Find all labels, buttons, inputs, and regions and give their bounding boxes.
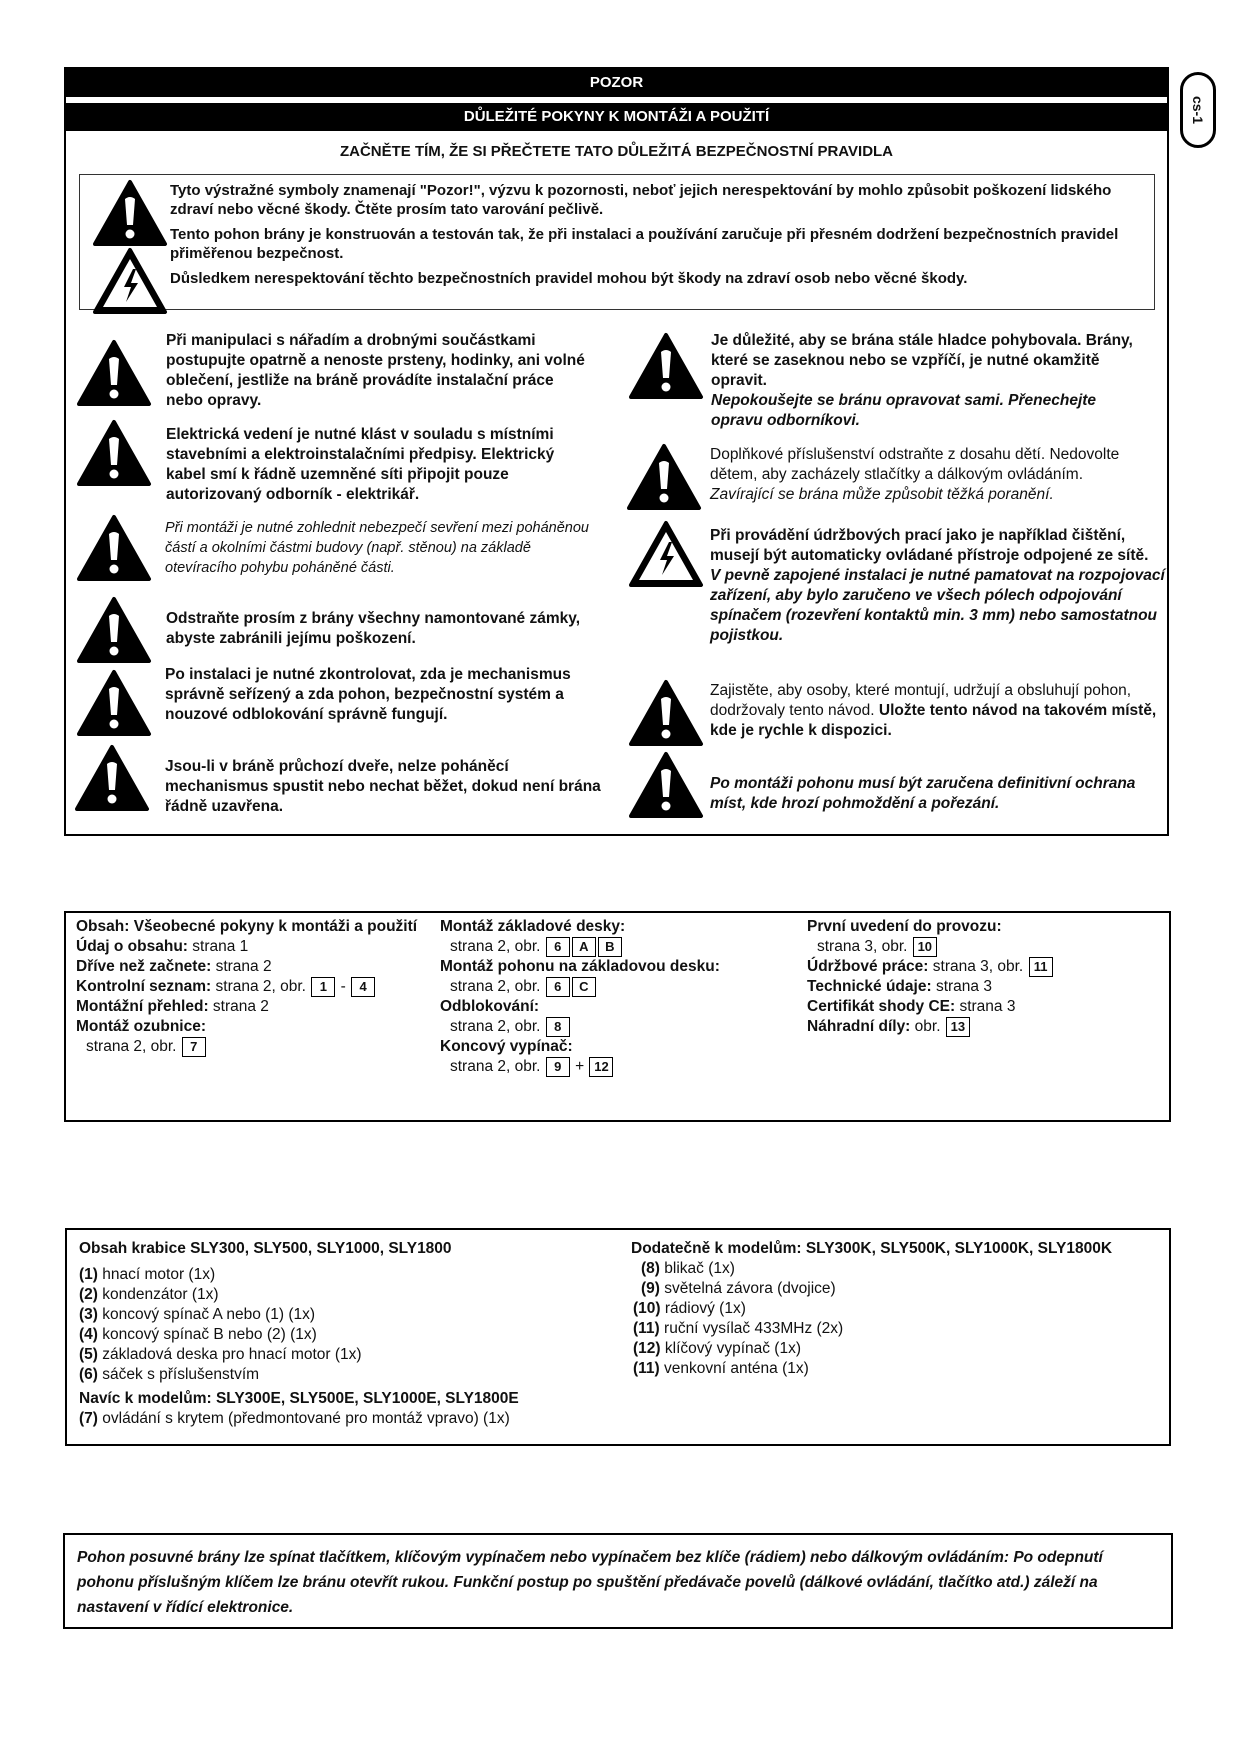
item-number: (11) bbox=[633, 1320, 660, 1337]
intro-box bbox=[79, 174, 1155, 310]
row-value: strana 3 bbox=[959, 998, 1016, 1016]
warning-icon bbox=[74, 744, 150, 812]
figure-number: B bbox=[598, 937, 622, 957]
box-contents bbox=[65, 1228, 1171, 1446]
warning-icon bbox=[76, 596, 152, 664]
contents-row bbox=[807, 997, 1147, 1017]
row-value: strana 3, obr. bbox=[932, 958, 1024, 976]
figure-number: 6 bbox=[546, 977, 570, 997]
safety-item-manual bbox=[710, 681, 1160, 741]
item-number: (11) bbox=[633, 1360, 660, 1377]
safety-item-locks: Odstraňte prosím z brány všechny namontované zámky, abyste zabránili jejímu poškození. bbox=[166, 610, 581, 647]
row-label: Montáž ozubnice: bbox=[76, 1018, 207, 1036]
item-number: (4) bbox=[79, 1326, 98, 1343]
page-number: cs-1 bbox=[1190, 95, 1206, 125]
box-item bbox=[79, 1365, 619, 1385]
range-dash: - bbox=[340, 978, 346, 996]
item-text: klíčový vypínač (1x) bbox=[664, 1340, 801, 1357]
manual-keep-text: Uložte tento návod na takovém místě, kde je rychle k dispozici. bbox=[710, 702, 1157, 739]
safety-item-protection: Po montáži pohonu musí být zaručena definitivní ochrana míst, kde hrozí pohmoždění a pořezání. bbox=[710, 775, 1136, 812]
item-number: (12) bbox=[633, 1340, 661, 1357]
disconnect-text: V pevně zapojené instalaci je nutné pamatovat na rozpojovací zařízení, aby bylo zaručeno ve všech pólech odpojování spínačem (rozevření kontaktů min. 3 mm) nebo samostatnou pojistkou. bbox=[710, 567, 1165, 644]
row-value: strana 3, obr. bbox=[817, 938, 908, 956]
contents-row bbox=[76, 957, 436, 977]
item-text: koncový spínač B nebo (2) (1x) bbox=[102, 1326, 317, 1343]
figure-number: 13 bbox=[946, 1017, 970, 1037]
box-item bbox=[79, 1305, 619, 1325]
plus-sign: + bbox=[575, 1058, 585, 1076]
box-item bbox=[79, 1265, 619, 1285]
box-item bbox=[633, 1339, 1161, 1359]
row-label: Certifikát shody CE: bbox=[807, 998, 956, 1016]
row-label: Technické údaje: bbox=[807, 978, 932, 996]
intro-paragraph-1: Tyto výstražné symboly znamenají "Pozor!", výzvu k pozornosti, neboť jejich nerespektování by mohlo způsobit poškození lidského zdraví nebo věcné škody. Čtěte prosím tato varování pečlivě. bbox=[170, 182, 1112, 218]
warning-icon bbox=[76, 419, 152, 487]
operation-note: Pohon posuvné brány lze spínat tlačítkem, klíčovým vypínačem nebo vypínačem bez klíče (rádiem) nebo dálkovým ovládáním: Po odepnutí pohonu příslušným klíčem lze bránu otevřít rukou. Funkční postup po spuštění předávače povelů (dálkové ovládání, tlačítko atd.) záleží na nastavení v řídící elektronice. bbox=[63, 1533, 1173, 1629]
item-text: hnací motor (1x) bbox=[102, 1266, 216, 1283]
row-value: strana 2 bbox=[212, 998, 269, 1016]
intro-paragraph-2: Tento pohon brány je konstruován a testován tak, že při instalaci a používání zaručuje při přesném dodržení bezpečnostních pravidel přiměřenou bezpečnost. bbox=[170, 226, 1119, 262]
box-item bbox=[633, 1279, 1161, 1299]
children-warning-text: Zavírající se brána může způsobit těžká poranění. bbox=[710, 486, 1054, 503]
manual-text: Zajistěte, aby osoby, které montují, udržují a obsluhují pohon, dodržovaly tento návod. bbox=[710, 682, 1132, 719]
figure-number: C bbox=[572, 977, 596, 997]
page-tab bbox=[1180, 72, 1216, 148]
figure-number: 4 bbox=[351, 977, 375, 997]
contents-column-2 bbox=[440, 917, 780, 1077]
row-value: strana 2, obr. bbox=[215, 978, 306, 996]
row-label: Koncový vypínač: bbox=[440, 1038, 573, 1056]
smooth-repair-text: Nepokoušejte se bránu opravovat sami. Přenechejte opravu odborníkovi. bbox=[711, 392, 1097, 429]
contents-row bbox=[76, 937, 436, 957]
row-value: strana 2, obr. bbox=[450, 1058, 541, 1076]
item-number: (6) bbox=[79, 1366, 98, 1383]
row-label: Údržbové práce: bbox=[807, 958, 929, 976]
figure-number: 1 bbox=[311, 977, 335, 997]
box-item-list bbox=[631, 1259, 1161, 1379]
smooth-text: Je důležité, aby se brána stále hladce pohybovala. Brány, které se zaseknou nebo se vzpříčí, je nutné okamžitě opravit. bbox=[711, 332, 1133, 389]
warning-header: POZOR bbox=[66, 69, 1167, 97]
row-value: strana 2 bbox=[215, 958, 272, 975]
figure-number: A bbox=[572, 937, 596, 957]
warning-icon bbox=[76, 669, 152, 737]
instructions-header: DŮLEŽITÉ POKYNY K MONTÁŽI A POUŽITÍ bbox=[66, 103, 1167, 131]
safety-item-crush: Při montáži je nutné zohlednit nebezpečí sevření mezi poháněnou částí a okolními částmi budovy (např. stěnou) na základě otevíracího pohybu poháněné části. bbox=[165, 520, 589, 576]
item-text: rádiový (1x) bbox=[664, 1300, 746, 1317]
item-text: základová deska pro hnací motor (1x) bbox=[102, 1346, 362, 1363]
box-item bbox=[79, 1285, 619, 1305]
row-label: První uvedení do provozu: bbox=[807, 918, 1002, 935]
contents-row bbox=[76, 1037, 436, 1057]
figure-number: 9 bbox=[546, 1057, 570, 1077]
contents-row bbox=[807, 957, 1147, 977]
safety-section bbox=[64, 67, 1169, 836]
row-value: strana 2, obr. bbox=[450, 938, 541, 956]
item-number: (10) bbox=[633, 1300, 661, 1317]
row-label: Odblokování: bbox=[440, 998, 540, 1016]
row-value: strana 2, obr. bbox=[450, 1018, 541, 1036]
contents-row bbox=[807, 937, 1147, 957]
box-item bbox=[633, 1259, 1161, 1279]
item-number: (3) bbox=[79, 1306, 98, 1323]
box-contents-right bbox=[631, 1239, 1161, 1379]
contents-row bbox=[440, 977, 780, 997]
row-label: Dříve než začnete: bbox=[76, 958, 212, 975]
figure-number: 10 bbox=[913, 937, 937, 957]
contents-row bbox=[807, 1017, 1147, 1037]
contents-column-1 bbox=[76, 917, 436, 1057]
row-value: strana 2, obr. bbox=[86, 1038, 177, 1056]
item-number: (1) bbox=[79, 1266, 98, 1283]
figure-number: 7 bbox=[182, 1037, 206, 1057]
figure-number: 6 bbox=[546, 937, 570, 957]
item-text: venkovní anténa (1x) bbox=[664, 1360, 809, 1377]
item-text: ovládání s krytem (předmontované pro montáž vpravo) (1x) bbox=[102, 1410, 510, 1427]
safety-item-electric: Elektrická vedení je nutné klást v souladu s místními stavebními a elektroinstalačními předpisy. Elektrický kabel smí k řádně uzemněné síti připojit pouze autorizovaný odborník - elektrikář. bbox=[166, 426, 555, 503]
row-value: strana 1 bbox=[192, 938, 249, 955]
warning-icon bbox=[92, 179, 168, 247]
warning-icon bbox=[76, 339, 152, 407]
contents-row bbox=[440, 1017, 780, 1037]
item-number: (7) bbox=[79, 1410, 98, 1427]
children-text: Doplňkové příslušenství odstraňte z dosahu dětí. Nedovolte dětem, aby zacházely stlačítky a dálkovým ovládáním. bbox=[710, 446, 1120, 483]
safety-item-door: Jsou-li v bráně průchozí dveře, nelze poháněcí mechanismus spustit nebo nechat běžet, dokud není brána řádně uzavřena. bbox=[165, 758, 601, 815]
row-label: Kontrolní seznam: bbox=[76, 978, 212, 996]
contents-row bbox=[76, 997, 436, 1017]
box-item bbox=[633, 1319, 1161, 1339]
item-number: (5) bbox=[79, 1346, 98, 1363]
intro-paragraph-3: Důsledkem nerespektování těchto bezpečnostních pravidel mohou být škody na zdraví osob nebo věcné škody. bbox=[170, 270, 968, 287]
item-text: kondenzátor (1x) bbox=[102, 1286, 219, 1303]
safety-item-check: Po instalaci je nutné zkontrolovat, zda je mechanismus správně seřízený a zda pohon, bezpečnostní systém a nouzové odblokování správně fungují. bbox=[165, 666, 571, 723]
row-label: Montáž základové desky: bbox=[440, 918, 626, 935]
box-item-list bbox=[79, 1265, 619, 1385]
electric-warning-icon bbox=[92, 247, 168, 315]
safety-item-tools: Při manipulaci s nářadím a drobnými součástkami postupujte opatrně a nenoste prsteny, hodinky, ani volné oblečení, jestliže na bráně provádíte instalační práce nebo opravy. bbox=[166, 332, 585, 409]
row-label: Údaj o obsahu: bbox=[76, 938, 188, 955]
warning-icon bbox=[76, 514, 152, 582]
item-number: (9) bbox=[641, 1280, 660, 1297]
item-text: koncový spínač A nebo (1) (1x) bbox=[102, 1306, 316, 1323]
electric-warning-icon bbox=[628, 520, 704, 588]
row-value: strana 2, obr. bbox=[450, 978, 541, 996]
figure-number: 12 bbox=[589, 1057, 613, 1077]
box-contents-left bbox=[79, 1239, 619, 1429]
row-value: obr. bbox=[914, 1018, 941, 1036]
warning-icon bbox=[626, 443, 702, 511]
item-text: světelná závora (dvojice) bbox=[664, 1280, 836, 1297]
contents-title: Obsah: Všeobecné pokyny k montáži a použití bbox=[76, 918, 418, 935]
item-number: (8) bbox=[641, 1260, 660, 1277]
contents-row bbox=[440, 937, 780, 957]
item-number: (2) bbox=[79, 1286, 98, 1303]
contents-box bbox=[64, 911, 1171, 1122]
box-item bbox=[633, 1359, 1161, 1379]
figure-number: 11 bbox=[1029, 957, 1053, 977]
box-item bbox=[633, 1299, 1161, 1319]
contents-row bbox=[440, 1057, 780, 1077]
box-item bbox=[79, 1345, 619, 1365]
contents-row bbox=[807, 977, 1147, 997]
item-text: sáček s příslušenstvím bbox=[102, 1366, 260, 1383]
additional-models-title: Dodatečně k modelům: SLY300K, SLY500K, SLY1000K, SLY1800K bbox=[631, 1240, 1113, 1257]
maintenance-text: Při provádění údržbových prací jako je například čištění, musejí být automaticky ovládané přístroje odpojené ze sítě. bbox=[710, 527, 1149, 564]
safety-item-children bbox=[710, 445, 1160, 505]
row-label: Montážní přehled: bbox=[76, 998, 209, 1016]
figure-number: 8 bbox=[546, 1017, 570, 1037]
safety-item-maintenance bbox=[710, 526, 1170, 646]
item-text: ruční vysílač 433MHz (2x) bbox=[664, 1320, 844, 1337]
warning-icon bbox=[628, 751, 704, 819]
read-first-heading: ZAČNĚTE TÍM, ŽE SI PŘEČTETE TATO DŮLEŽITÁ BEZPEČNOSTNÍ PRAVIDLA bbox=[339, 143, 894, 160]
box-item bbox=[79, 1325, 619, 1345]
warning-icon bbox=[628, 332, 704, 400]
item-text: blikač (1x) bbox=[664, 1260, 735, 1277]
row-label: Montáž pohonu na základovou desku: bbox=[440, 958, 720, 976]
row-value: strana 3 bbox=[935, 978, 992, 996]
warning-icon bbox=[628, 679, 704, 747]
contents-column-3 bbox=[807, 917, 1147, 1037]
row-label: Náhradní díly: bbox=[807, 1018, 911, 1036]
box-item bbox=[79, 1409, 619, 1429]
contents-row bbox=[76, 977, 436, 997]
box-contents-title: Obsah krabice SLY300, SLY500, SLY1000, SLY1800 bbox=[79, 1240, 452, 1257]
safety-item-smooth bbox=[711, 331, 1141, 431]
extra-models-title: Navíc k modelům: SLY300E, SLY500E, SLY1000E, SLY1800E bbox=[79, 1390, 519, 1407]
